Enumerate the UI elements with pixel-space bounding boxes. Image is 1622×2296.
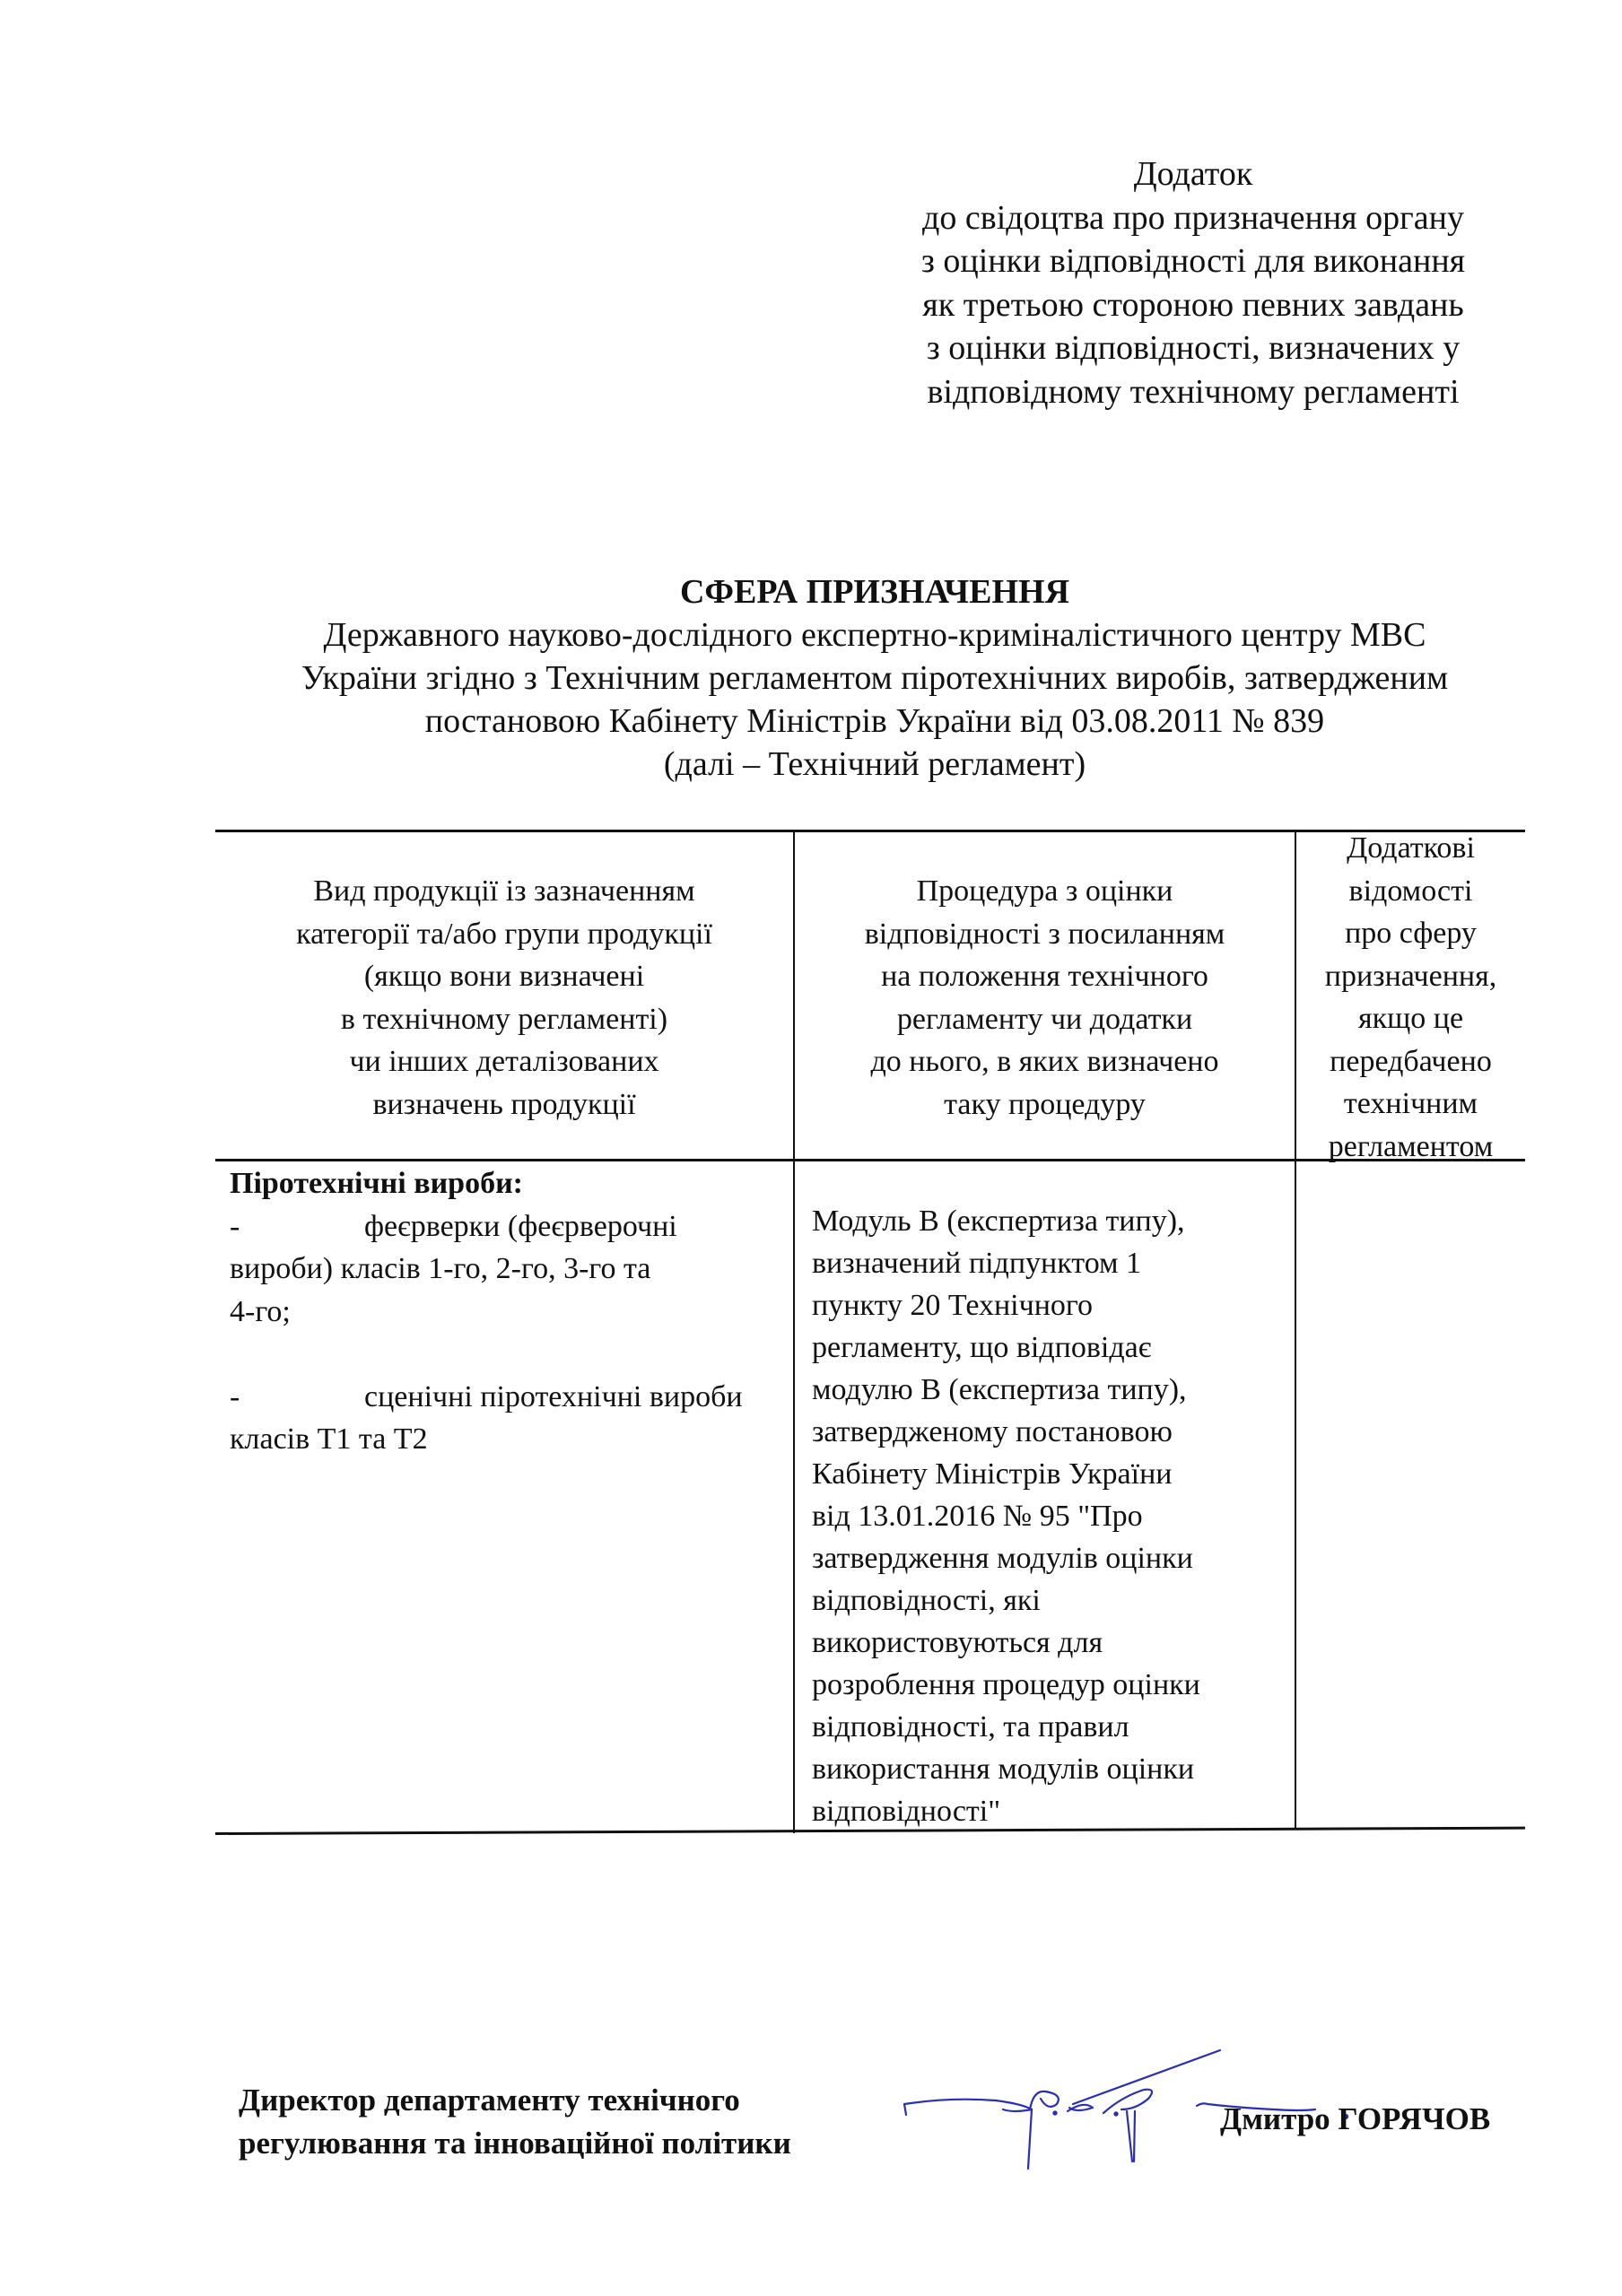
header-line: категорії та/або групи продукції [296,917,712,951]
procedure-line: затвердження модулів оцінки [812,1542,1193,1575]
procedure-line: модулю В (експертиза типу), [812,1373,1187,1406]
procedure-line: розроблення процедур оцінки [812,1668,1200,1701]
appendix-header [861,152,1525,413]
header-line: до нього, в яких визначено [870,1045,1219,1078]
list-dash: - [230,1379,240,1413]
procedure-line: пункту 20 Технічного [812,1289,1094,1322]
procedure-line: затвердженому постановою [812,1415,1173,1448]
signatory-name: Дмитро ГОРЯЧОВ [1220,2101,1491,2136]
list-dash: - [230,1209,240,1243]
document-heading: СФЕРА ПРИЗНАЧЕННЯ [679,573,1070,611]
header-line: регламенту чи додатки [896,1002,1193,1036]
title-line: (далі – Технічний регламент) [663,745,1086,783]
product-group-heading: Піротехнічні вироби: [230,1167,523,1200]
title-line: постановою Кабінету Міністрів України від 03.08.2011 № 839 [424,702,1325,740]
table-header-procedure [795,870,1295,1126]
header-line: про сферу [1345,917,1477,950]
procedure-line: використовуються для [812,1626,1103,1659]
header-line: (якщо вони визначені [363,960,645,993]
procedure-line: відповідності, та правил [812,1710,1129,1744]
header-line: відомості [1348,874,1473,908]
header-line: Процедура з оцінки [916,874,1173,908]
table-cell-additional-info [1296,1162,1525,1826]
position-line: регулювання та інноваційної політики [239,2126,791,2161]
header-line: таку процедуру [944,1087,1146,1121]
procedure-line: регламенту, що відповідає [812,1331,1152,1364]
header-line: на положення технічного [881,960,1208,993]
list-item-text: сценічні піротехнічні вироби [364,1379,743,1413]
appendix-line: з оцінки відповідності, визначених у [926,329,1461,367]
appendix-title: Додаток [1133,155,1253,193]
appendix-line: до свідоцтва про призначення органу [922,198,1464,237]
header-line: відповідності з посиланням [864,917,1225,951]
procedure-line: від 13.01.2016 № 95 "Про [812,1500,1143,1533]
signatory-position [239,2079,791,2165]
title-line: Державного науково-дослідного експертно-криміналістичного центру МВС [323,616,1426,654]
header-line: передбачено [1330,1044,1492,1078]
appendix-line: як третьою стороною певних завдань [922,285,1464,324]
table-cell-product [230,1162,786,1461]
table-cell-procedure [812,1200,1292,1832]
appendix-line: з оцінки відповідності для виконання [920,242,1466,280]
list-item-text: класів Т1 та Т2 [230,1422,428,1456]
list-item-text: феєрверки (феєрверочні [364,1209,677,1243]
header-line: чи інших деталізованих [349,1045,659,1078]
list-item [230,1205,786,1248]
header-line: технічним [1343,1087,1478,1120]
header-line: в технічному регламенті) [340,1002,668,1036]
header-line: Додаткові [1347,831,1475,865]
list-item-text: вироби) класів 1-го, 2-го, 3-го та [230,1252,651,1285]
list-item-text: 4-го; [230,1294,291,1328]
header-line: регламентом [1328,1129,1494,1163]
procedure-line: Кабінету Міністрів України [812,1457,1173,1491]
spacer [230,1333,786,1376]
table-header-product-type [215,870,793,1126]
procedure-line: відповідності" [812,1795,1001,1828]
procedure-line: Модуль В (експертиза типу), [812,1205,1185,1238]
procedure-line: використання модулів оцінки [812,1752,1195,1786]
header-line: якщо це [1357,1002,1464,1035]
procedure-line: відповідності, які [812,1584,1041,1617]
header-line: визначень продукції [372,1087,636,1121]
table-header-additional-info [1296,827,1525,1168]
header-line: Вид продукції із зазначенням [313,874,695,908]
list-item [230,1376,786,1419]
header-line: призначення, [1324,959,1497,993]
title-line: України згідно з Технічним регламентом піротехнічних виробів, затвердженим [301,659,1449,697]
position-line: Директор департаменту технічного [239,2083,740,2118]
appendix-line: відповідному технічному регламенті [927,372,1460,411]
scope-title-block [215,570,1534,786]
procedure-line: визначений підпунктом 1 [812,1247,1142,1280]
